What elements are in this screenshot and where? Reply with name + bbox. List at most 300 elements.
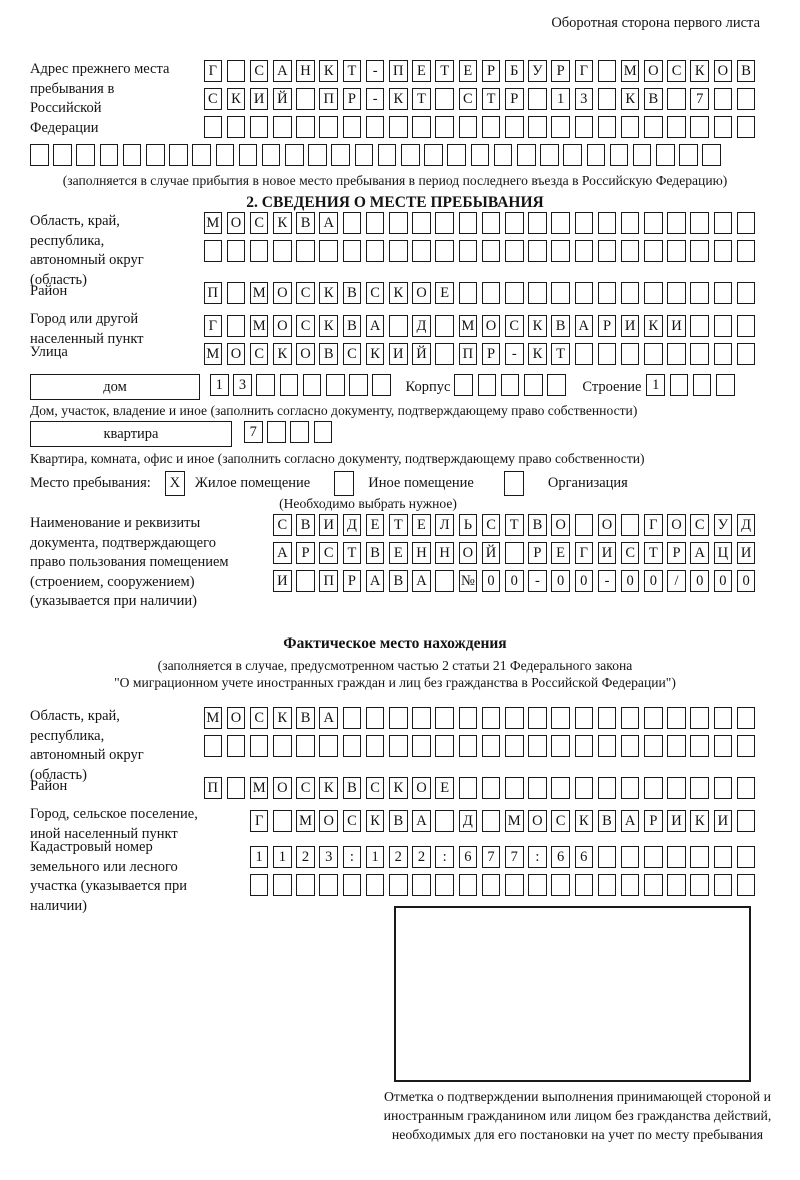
- char-cell[interactable]: О: [551, 514, 570, 536]
- char-cell[interactable]: 1: [646, 374, 665, 396]
- char-cell[interactable]: Р: [296, 542, 315, 564]
- char-cell[interactable]: [250, 874, 269, 896]
- char-cell[interactable]: [308, 144, 327, 166]
- char-cell[interactable]: К: [319, 777, 338, 799]
- char-cell[interactable]: К: [366, 810, 385, 832]
- char-cell[interactable]: [482, 810, 501, 832]
- char-cell[interactable]: [551, 212, 570, 234]
- char-cell[interactable]: О: [459, 542, 478, 564]
- char-cell[interactable]: [459, 874, 478, 896]
- char-cell[interactable]: [737, 88, 756, 110]
- char-cell[interactable]: К: [690, 60, 709, 82]
- char-cell[interactable]: Ц: [714, 542, 733, 564]
- char-cell[interactable]: 0: [714, 570, 733, 592]
- char-cell[interactable]: С: [296, 777, 315, 799]
- char-cell[interactable]: -: [598, 570, 617, 592]
- char-cell[interactable]: [505, 282, 524, 304]
- char-cell[interactable]: [343, 212, 362, 234]
- char-cell[interactable]: Т: [505, 514, 524, 536]
- char-cell[interactable]: [319, 874, 338, 896]
- char-cell[interactable]: [714, 240, 733, 262]
- char-cell[interactable]: 0: [551, 570, 570, 592]
- char-cell[interactable]: [667, 735, 686, 757]
- char-cell[interactable]: [621, 707, 640, 729]
- char-cell[interactable]: [714, 282, 733, 304]
- char-cell[interactable]: [505, 116, 524, 138]
- char-cell[interactable]: С: [250, 707, 269, 729]
- char-cell[interactable]: [551, 735, 570, 757]
- char-cell[interactable]: [204, 116, 223, 138]
- char-cell[interactable]: [505, 542, 524, 564]
- char-cell[interactable]: Ь: [459, 514, 478, 536]
- char-cell[interactable]: [250, 240, 269, 262]
- char-cell[interactable]: /: [667, 570, 686, 592]
- char-cell[interactable]: [250, 735, 269, 757]
- char-cell[interactable]: -: [366, 60, 385, 82]
- char-cell[interactable]: [621, 240, 640, 262]
- char-cell[interactable]: [575, 874, 594, 896]
- char-cell[interactable]: М: [204, 343, 223, 365]
- char-cell[interactable]: [343, 240, 362, 262]
- char-cell[interactable]: [227, 60, 246, 82]
- char-cell[interactable]: [621, 874, 640, 896]
- char-cell[interactable]: 0: [690, 570, 709, 592]
- char-cell[interactable]: Т: [551, 343, 570, 365]
- char-cell[interactable]: С: [505, 315, 524, 337]
- char-cell[interactable]: 0: [482, 570, 501, 592]
- char-cell[interactable]: [679, 144, 698, 166]
- char-cell[interactable]: [227, 735, 246, 757]
- char-cell[interactable]: [343, 874, 362, 896]
- char-cell[interactable]: [714, 777, 733, 799]
- char-cell[interactable]: Н: [435, 542, 454, 564]
- char-cell[interactable]: И: [667, 315, 686, 337]
- char-cell[interactable]: [690, 315, 709, 337]
- char-cell[interactable]: И: [714, 810, 733, 832]
- char-cell[interactable]: С: [621, 542, 640, 564]
- char-cell[interactable]: Р: [505, 88, 524, 110]
- char-cell[interactable]: [76, 144, 95, 166]
- char-cell[interactable]: [598, 777, 617, 799]
- char-cell[interactable]: :: [528, 846, 547, 868]
- char-cell[interactable]: [123, 144, 142, 166]
- char-cell[interactable]: 6: [575, 846, 594, 868]
- char-cell[interactable]: С: [343, 810, 362, 832]
- char-cell[interactable]: [610, 144, 629, 166]
- char-cell[interactable]: [667, 282, 686, 304]
- char-cell[interactable]: -: [505, 343, 524, 365]
- char-cell[interactable]: [737, 707, 756, 729]
- char-cell[interactable]: [285, 144, 304, 166]
- char-cell[interactable]: [737, 874, 756, 896]
- char-cell[interactable]: Т: [389, 514, 408, 536]
- char-cell[interactable]: И: [737, 542, 756, 564]
- char-cell[interactable]: [366, 874, 385, 896]
- char-cell[interactable]: В: [296, 212, 315, 234]
- char-cell[interactable]: 6: [551, 846, 570, 868]
- char-cell[interactable]: [296, 874, 315, 896]
- char-cell[interactable]: В: [528, 514, 547, 536]
- residential-checkbox[interactable]: X: [165, 471, 185, 496]
- char-cell[interactable]: П: [459, 343, 478, 365]
- char-cell[interactable]: [435, 343, 454, 365]
- char-cell[interactable]: 0: [644, 570, 663, 592]
- char-cell[interactable]: [343, 116, 362, 138]
- char-cell[interactable]: О: [644, 60, 663, 82]
- char-cell[interactable]: И: [273, 570, 292, 592]
- char-cell[interactable]: О: [227, 707, 246, 729]
- char-cell[interactable]: Т: [644, 542, 663, 564]
- char-cell[interactable]: Н: [412, 542, 431, 564]
- char-cell[interactable]: М: [204, 707, 223, 729]
- char-cell[interactable]: Г: [575, 542, 594, 564]
- char-cell[interactable]: [30, 144, 49, 166]
- char-cell[interactable]: И: [250, 88, 269, 110]
- char-cell[interactable]: [667, 240, 686, 262]
- char-cell[interactable]: 3: [575, 88, 594, 110]
- char-cell[interactable]: [737, 846, 756, 868]
- char-cell[interactable]: С: [296, 282, 315, 304]
- char-cell[interactable]: К: [227, 88, 246, 110]
- char-cell[interactable]: К: [528, 315, 547, 337]
- char-cell[interactable]: Й: [412, 343, 431, 365]
- char-cell[interactable]: [551, 777, 570, 799]
- char-cell[interactable]: [435, 116, 454, 138]
- char-cell[interactable]: В: [737, 60, 756, 82]
- char-cell[interactable]: [621, 212, 640, 234]
- char-cell[interactable]: О: [273, 282, 292, 304]
- char-cell[interactable]: 0: [621, 570, 640, 592]
- char-cell[interactable]: [459, 240, 478, 262]
- char-cell[interactable]: [435, 570, 454, 592]
- char-cell[interactable]: [314, 421, 333, 443]
- char-cell[interactable]: [389, 212, 408, 234]
- char-cell[interactable]: Д: [412, 315, 431, 337]
- char-cell[interactable]: [621, 846, 640, 868]
- char-cell[interactable]: М: [250, 315, 269, 337]
- char-cell[interactable]: 1: [551, 88, 570, 110]
- char-cell[interactable]: О: [412, 777, 431, 799]
- char-cell[interactable]: Д: [459, 810, 478, 832]
- char-cell[interactable]: О: [296, 343, 315, 365]
- char-cell[interactable]: Е: [459, 60, 478, 82]
- char-cell[interactable]: [290, 421, 309, 443]
- char-cell[interactable]: [656, 144, 675, 166]
- char-cell[interactable]: [644, 735, 663, 757]
- char-cell[interactable]: С: [690, 514, 709, 536]
- char-cell[interactable]: Й: [273, 88, 292, 110]
- char-cell[interactable]: [319, 116, 338, 138]
- char-cell[interactable]: Г: [250, 810, 269, 832]
- char-cell[interactable]: [435, 810, 454, 832]
- char-cell[interactable]: [598, 343, 617, 365]
- char-cell[interactable]: [690, 874, 709, 896]
- char-cell[interactable]: 7: [690, 88, 709, 110]
- char-cell[interactable]: [505, 777, 524, 799]
- char-cell[interactable]: -: [528, 570, 547, 592]
- char-cell[interactable]: [667, 212, 686, 234]
- char-cell[interactable]: [598, 707, 617, 729]
- char-cell[interactable]: [505, 735, 524, 757]
- char-cell[interactable]: [482, 777, 501, 799]
- char-cell[interactable]: [204, 735, 223, 757]
- char-cell[interactable]: С: [343, 343, 362, 365]
- char-cell[interactable]: [563, 144, 582, 166]
- char-cell[interactable]: О: [227, 343, 246, 365]
- char-cell[interactable]: [372, 374, 391, 396]
- char-cell[interactable]: [644, 240, 663, 262]
- char-cell[interactable]: 6: [459, 846, 478, 868]
- char-cell[interactable]: [273, 116, 292, 138]
- char-cell[interactable]: Р: [343, 88, 362, 110]
- char-cell[interactable]: [296, 735, 315, 757]
- char-cell[interactable]: П: [204, 282, 223, 304]
- char-cell[interactable]: Л: [435, 514, 454, 536]
- char-cell[interactable]: В: [343, 315, 362, 337]
- char-cell[interactable]: [528, 735, 547, 757]
- char-cell[interactable]: 0: [737, 570, 756, 592]
- char-cell[interactable]: [459, 282, 478, 304]
- char-cell[interactable]: [303, 374, 322, 396]
- char-cell[interactable]: [737, 343, 756, 365]
- char-cell[interactable]: С: [250, 60, 269, 82]
- char-cell[interactable]: Р: [598, 315, 617, 337]
- char-cell[interactable]: В: [366, 542, 385, 564]
- char-cell[interactable]: [389, 116, 408, 138]
- char-cell[interactable]: [714, 88, 733, 110]
- char-cell[interactable]: Т: [482, 88, 501, 110]
- char-cell[interactable]: [280, 374, 299, 396]
- char-cell[interactable]: 2: [389, 846, 408, 868]
- char-cell[interactable]: [517, 144, 536, 166]
- char-cell[interactable]: [621, 282, 640, 304]
- char-cell[interactable]: [575, 735, 594, 757]
- char-cell[interactable]: К: [366, 343, 385, 365]
- char-cell[interactable]: [100, 144, 119, 166]
- char-cell[interactable]: О: [412, 282, 431, 304]
- char-cell[interactable]: 1: [250, 846, 269, 868]
- char-cell[interactable]: [482, 874, 501, 896]
- char-cell[interactable]: [690, 240, 709, 262]
- char-cell[interactable]: Н: [296, 60, 315, 82]
- char-cell[interactable]: [575, 240, 594, 262]
- char-cell[interactable]: [633, 144, 652, 166]
- char-cell[interactable]: [714, 315, 733, 337]
- char-cell[interactable]: [528, 874, 547, 896]
- char-cell[interactable]: Д: [343, 514, 362, 536]
- char-cell[interactable]: [528, 212, 547, 234]
- char-cell[interactable]: [598, 60, 617, 82]
- char-cell[interactable]: Г: [204, 60, 223, 82]
- char-cell[interactable]: [575, 282, 594, 304]
- char-cell[interactable]: [412, 735, 431, 757]
- char-cell[interactable]: [667, 707, 686, 729]
- char-cell[interactable]: О: [319, 810, 338, 832]
- char-cell[interactable]: [471, 144, 490, 166]
- char-cell[interactable]: [53, 144, 72, 166]
- char-cell[interactable]: [482, 707, 501, 729]
- char-cell[interactable]: В: [598, 810, 617, 832]
- char-cell[interactable]: [169, 144, 188, 166]
- char-cell[interactable]: [737, 810, 756, 832]
- char-cell[interactable]: [621, 777, 640, 799]
- char-cell[interactable]: [296, 240, 315, 262]
- char-cell[interactable]: [319, 735, 338, 757]
- char-cell[interactable]: [551, 874, 570, 896]
- char-cell[interactable]: Р: [551, 60, 570, 82]
- char-cell[interactable]: [227, 116, 246, 138]
- char-cell[interactable]: О: [528, 810, 547, 832]
- char-cell[interactable]: [551, 240, 570, 262]
- char-cell[interactable]: К: [319, 282, 338, 304]
- char-cell[interactable]: О: [714, 60, 733, 82]
- char-cell[interactable]: 1: [210, 374, 229, 396]
- char-cell[interactable]: [644, 343, 663, 365]
- char-cell[interactable]: 2: [296, 846, 315, 868]
- char-cell[interactable]: [349, 374, 368, 396]
- char-cell[interactable]: [435, 707, 454, 729]
- char-cell[interactable]: О: [273, 777, 292, 799]
- char-cell[interactable]: О: [227, 212, 246, 234]
- char-cell[interactable]: [528, 116, 547, 138]
- char-cell[interactable]: [505, 212, 524, 234]
- char-cell[interactable]: [693, 374, 712, 396]
- char-cell[interactable]: [435, 88, 454, 110]
- char-cell[interactable]: [435, 240, 454, 262]
- char-cell[interactable]: [366, 735, 385, 757]
- char-cell[interactable]: [667, 846, 686, 868]
- char-cell[interactable]: Е: [366, 514, 385, 536]
- char-cell[interactable]: [192, 144, 211, 166]
- char-cell[interactable]: А: [273, 542, 292, 564]
- char-cell[interactable]: [737, 735, 756, 757]
- char-cell[interactable]: К: [575, 810, 594, 832]
- char-cell[interactable]: А: [575, 315, 594, 337]
- char-cell[interactable]: К: [273, 707, 292, 729]
- char-cell[interactable]: П: [204, 777, 223, 799]
- char-cell[interactable]: К: [389, 777, 408, 799]
- char-cell[interactable]: [146, 144, 165, 166]
- char-cell[interactable]: [547, 374, 566, 396]
- char-cell[interactable]: [540, 144, 559, 166]
- char-cell[interactable]: [435, 212, 454, 234]
- char-cell[interactable]: [644, 777, 663, 799]
- char-cell[interactable]: Й: [482, 542, 501, 564]
- char-cell[interactable]: [250, 116, 269, 138]
- char-cell[interactable]: Е: [435, 777, 454, 799]
- char-cell[interactable]: С: [250, 212, 269, 234]
- char-cell[interactable]: А: [319, 707, 338, 729]
- char-cell[interactable]: [644, 846, 663, 868]
- char-cell[interactable]: [598, 240, 617, 262]
- char-cell[interactable]: [459, 116, 478, 138]
- char-cell[interactable]: [644, 707, 663, 729]
- char-cell[interactable]: -: [366, 88, 385, 110]
- char-cell[interactable]: [216, 144, 235, 166]
- char-cell[interactable]: М: [250, 282, 269, 304]
- char-cell[interactable]: [575, 212, 594, 234]
- char-cell[interactable]: [296, 88, 315, 110]
- char-cell[interactable]: [505, 240, 524, 262]
- char-cell[interactable]: И: [319, 514, 338, 536]
- char-cell[interactable]: [575, 707, 594, 729]
- char-cell[interactable]: А: [366, 315, 385, 337]
- char-cell[interactable]: [528, 282, 547, 304]
- char-cell[interactable]: [714, 343, 733, 365]
- char-cell[interactable]: В: [389, 810, 408, 832]
- char-cell[interactable]: С: [366, 282, 385, 304]
- char-cell[interactable]: [273, 735, 292, 757]
- char-cell[interactable]: В: [551, 315, 570, 337]
- char-cell[interactable]: С: [482, 514, 501, 536]
- char-cell[interactable]: [482, 116, 501, 138]
- char-cell[interactable]: [690, 212, 709, 234]
- char-cell[interactable]: [459, 777, 478, 799]
- char-cell[interactable]: О: [667, 514, 686, 536]
- char-cell[interactable]: И: [598, 542, 617, 564]
- char-cell[interactable]: [343, 707, 362, 729]
- char-cell[interactable]: [326, 374, 345, 396]
- char-cell[interactable]: [366, 707, 385, 729]
- char-cell[interactable]: К: [644, 315, 663, 337]
- char-cell[interactable]: К: [273, 343, 292, 365]
- char-cell[interactable]: Д: [737, 514, 756, 536]
- char-cell[interactable]: [389, 240, 408, 262]
- char-cell[interactable]: [389, 874, 408, 896]
- char-cell[interactable]: Б: [505, 60, 524, 82]
- char-cell[interactable]: [737, 315, 756, 337]
- char-cell[interactable]: Е: [551, 542, 570, 564]
- char-cell[interactable]: А: [273, 60, 292, 82]
- char-cell[interactable]: [667, 88, 686, 110]
- char-cell[interactable]: [319, 240, 338, 262]
- char-cell[interactable]: [501, 374, 520, 396]
- char-cell[interactable]: [412, 212, 431, 234]
- char-cell[interactable]: [343, 735, 362, 757]
- char-cell[interactable]: С: [551, 810, 570, 832]
- char-cell[interactable]: [355, 144, 374, 166]
- char-cell[interactable]: 0: [575, 570, 594, 592]
- char-cell[interactable]: П: [319, 88, 338, 110]
- char-cell[interactable]: С: [296, 315, 315, 337]
- char-cell[interactable]: В: [296, 514, 315, 536]
- char-cell[interactable]: Е: [412, 60, 431, 82]
- char-cell[interactable]: И: [389, 343, 408, 365]
- char-cell[interactable]: [621, 735, 640, 757]
- char-cell[interactable]: [528, 88, 547, 110]
- char-cell[interactable]: [644, 282, 663, 304]
- char-cell[interactable]: [227, 282, 246, 304]
- char-cell[interactable]: [714, 212, 733, 234]
- char-cell[interactable]: [227, 777, 246, 799]
- char-cell[interactable]: [528, 240, 547, 262]
- char-cell[interactable]: М: [459, 315, 478, 337]
- char-cell[interactable]: [482, 282, 501, 304]
- char-cell[interactable]: [644, 212, 663, 234]
- char-cell[interactable]: [690, 343, 709, 365]
- char-cell[interactable]: Р: [343, 570, 362, 592]
- char-cell[interactable]: [690, 282, 709, 304]
- char-cell[interactable]: Т: [412, 88, 431, 110]
- char-cell[interactable]: [482, 212, 501, 234]
- char-cell[interactable]: [644, 116, 663, 138]
- char-cell[interactable]: [482, 240, 501, 262]
- char-cell[interactable]: [575, 116, 594, 138]
- char-cell[interactable]: Р: [528, 542, 547, 564]
- char-cell[interactable]: [227, 315, 246, 337]
- char-cell[interactable]: [378, 144, 397, 166]
- char-cell[interactable]: [575, 777, 594, 799]
